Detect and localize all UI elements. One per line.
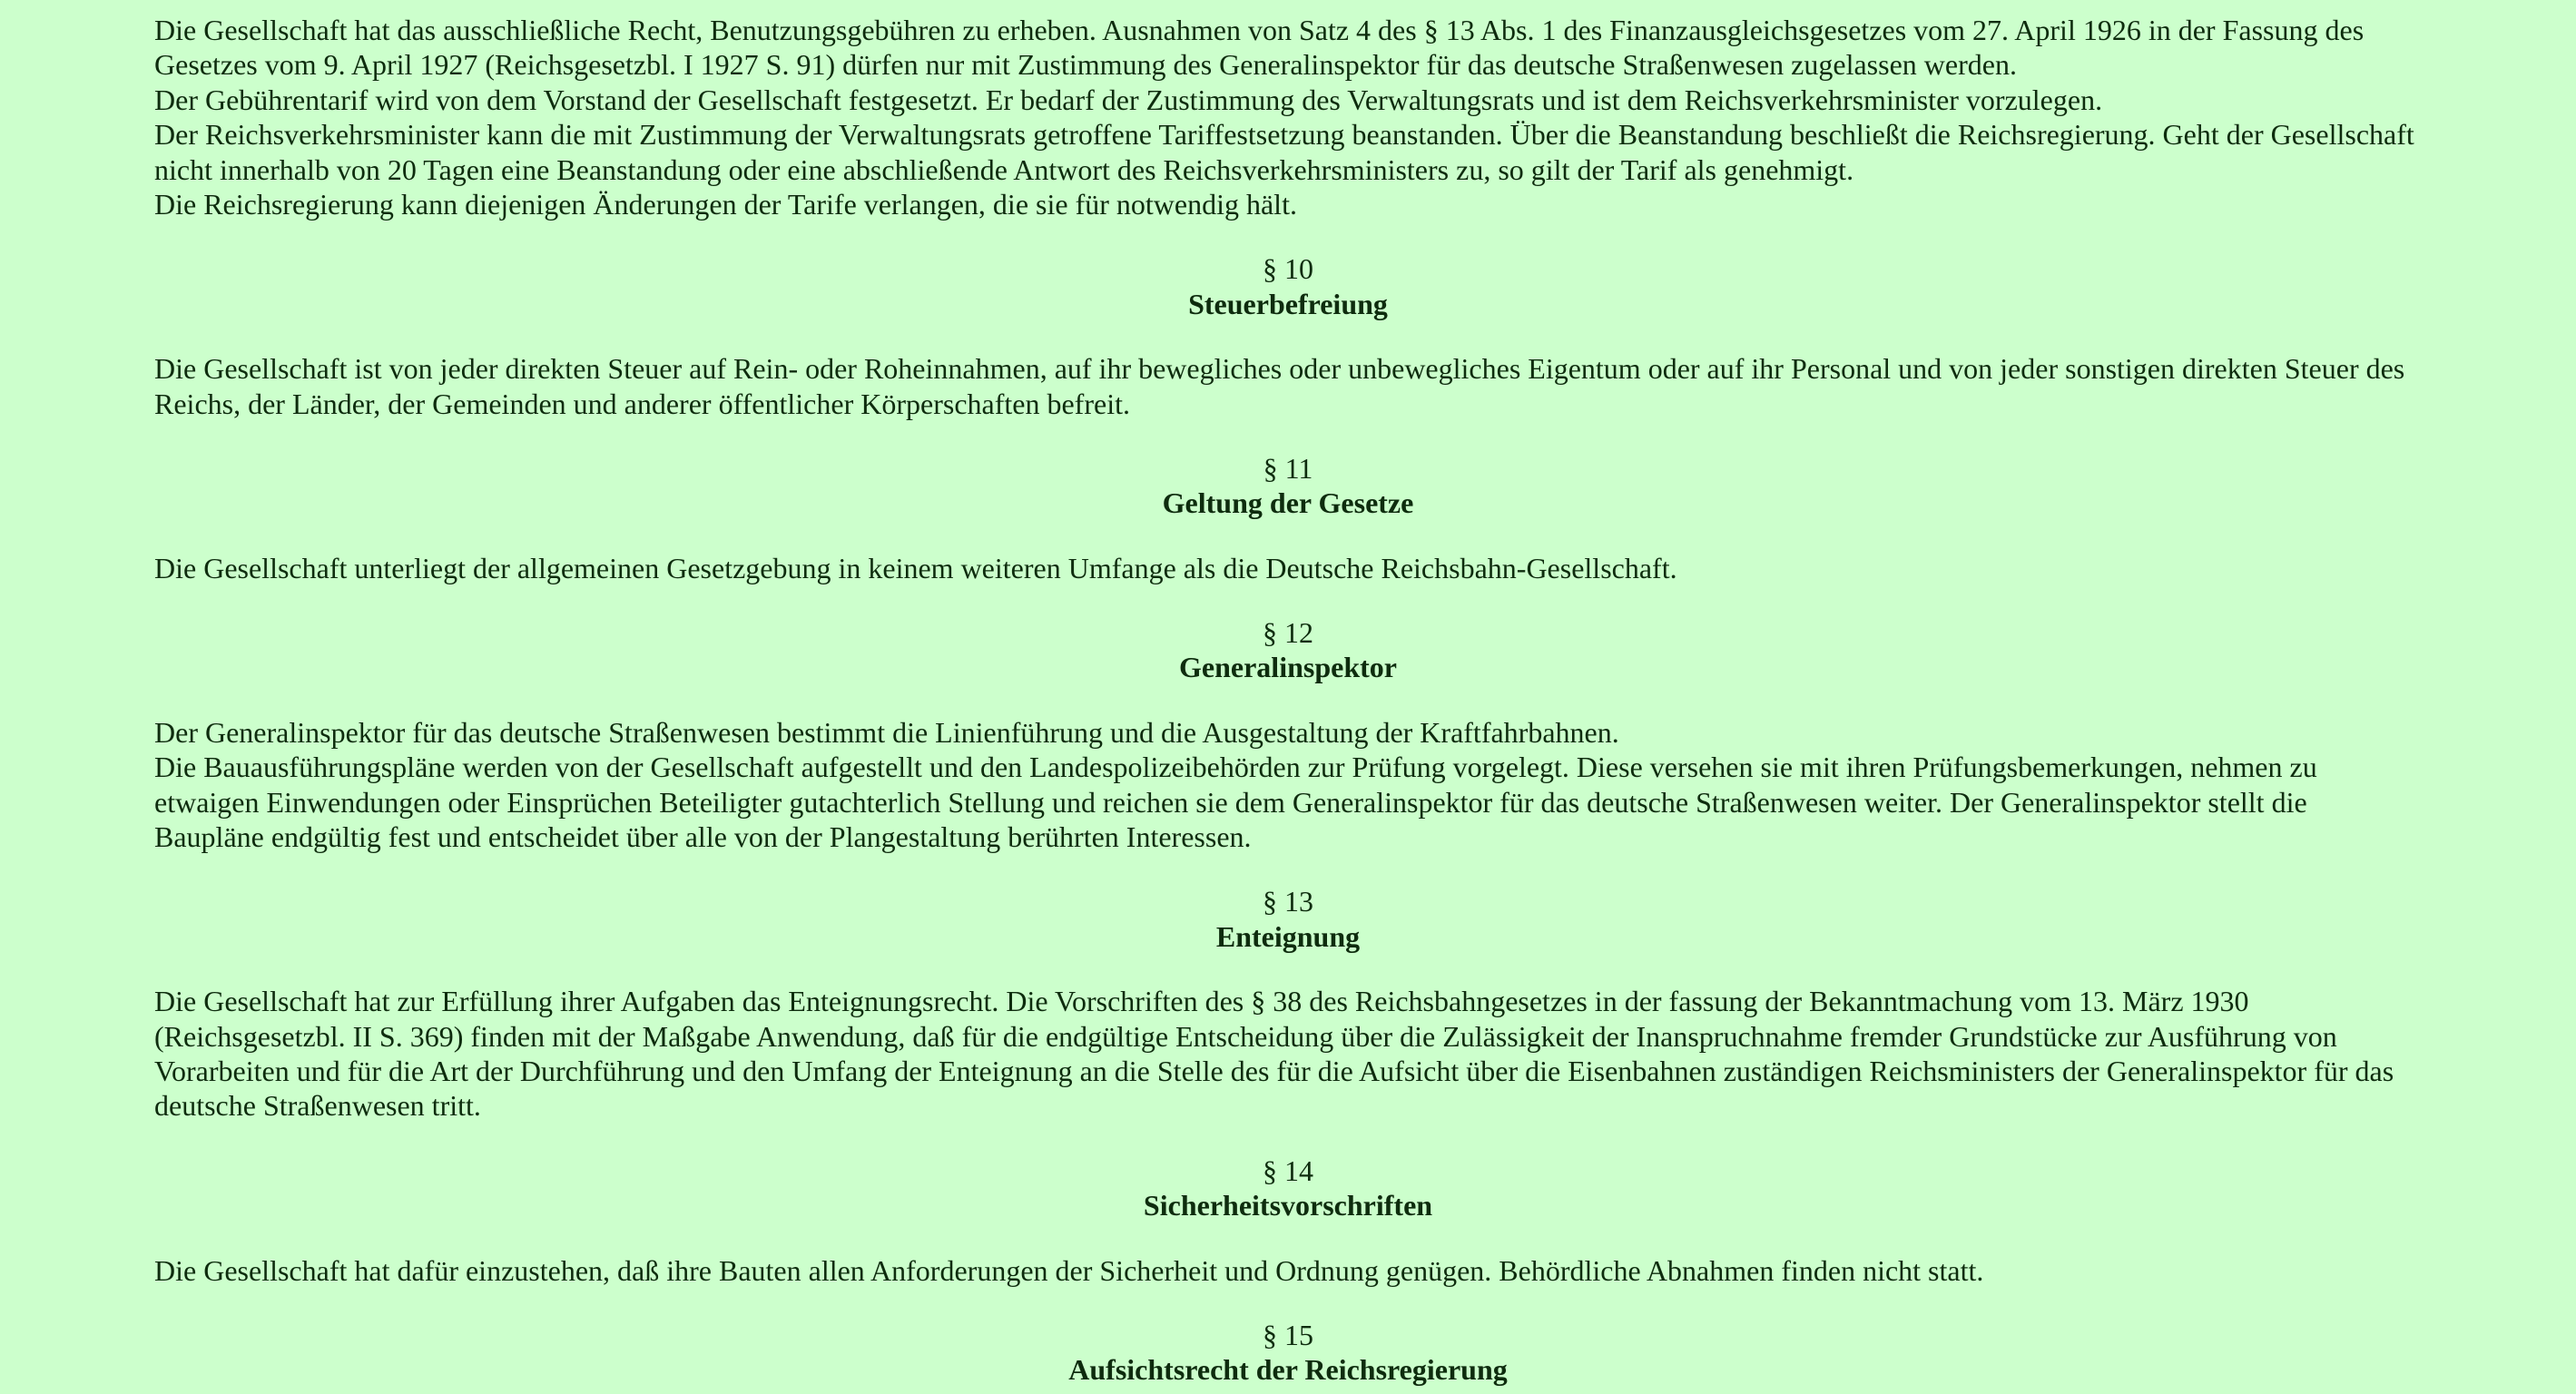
section-body (154, 1253, 2422, 1288)
section-title: Aufsichtsrecht der Reichsregierung (1068, 1353, 1508, 1387)
section-title: Generalinspektor (1179, 651, 1397, 684)
paragraph: Der Gebührentarif wird von dem Vorstand der Gesellschaft festgesetzt. Er bedarf der Zustimmung des Verwaltungsrats und ist dem Reichsverkehrsminister vorzulegen. (154, 83, 2103, 116)
paragraph: Die Gesellschaft hat das ausschließliche Recht, Benutzungsgebühren zu erheben. Ausnahmen von Satz 4 des § 13 Abs. 1 des Finanzausgleichsgesetzes vom 27. April 1926 in der Fassung des Gesetzes vom 9. April 1927 (Reichsgesetzbl. I 1927 S. 91) dürfen nur mit Zustimmung des Generalinspektor für das deutsche Straßenwesen zugelassen werden. (154, 14, 2365, 82)
section-heading (154, 251, 2422, 321)
section-number: § 15 (1263, 1318, 1313, 1351)
section-title: Sicherheitsvorschriften (1143, 1189, 1433, 1222)
section-number: § 10 (1263, 252, 1313, 286)
section-body (154, 551, 2422, 585)
paragraph: Die Bauausführungspläne werden von der Gesellschaft aufgestellt und den Landespolizeibehörden zur Prüfung vorgelegt. Diese versehen sie mit ihren Prüfungsbemerkungen, nehmen zu etwaigen Einwendungen oder Einsprüchen Beteiligter gutachterlich Stellung und reichen sie dem Generalinspektor für das deutsche Straßenwesen weiter. Der Generalinspektor stellt die Baupläne endgültig fest und entscheidet über alle von der Plangestaltung berührten Interessen. (154, 751, 2317, 854)
section-body (154, 984, 2422, 1124)
section-heading (154, 1318, 2422, 1388)
section (154, 884, 2422, 1123)
paragraph: Der Reichsverkehrsminister kann die mit Zustimmung der Verwaltungsrats getroffene Tariffestsetzung beanstanden. Über die Beanstandung beschließt die Reichsregierung. Geht der Gesellschaft nicht innerhalb von 20 Tagen eine Beanstandung oder eine abschließende Antwort des Reichsverkehrsministers zu, so gilt der Tarif als genehmigt. (154, 118, 2414, 186)
paragraph: Die Gesellschaft ist von jeder direkten Steuer auf Rein- oder Roheinnahmen, auf ihr bewegliches oder unbewegliches Eigentum oder auf ihr Personal und von jeder sonstigen direkten Steuer des Reichs, der Länder, der Gemeinden und anderer öffentlicher Körperschaften befreit. (154, 352, 2405, 420)
section-heading (154, 1153, 2422, 1223)
section (154, 451, 2422, 585)
section-heading (154, 884, 2422, 954)
section-title: Geltung der Gesetze (1162, 486, 1414, 520)
intro-block (154, 13, 2422, 221)
section-number: § 13 (1263, 885, 1313, 918)
section (154, 251, 2422, 421)
section-number: § 12 (1263, 616, 1313, 650)
paragraph: Die Gesellschaft hat dafür einzustehen, daß ihre Bauten allen Anforderungen der Sicherheit und Ordnung genügen. Behördliche Abnahmen finden nicht statt. (154, 1253, 1984, 1287)
paragraph: Die Reichsregierung kann diejenigen Änderungen der Tarife verlangen, die sie für notwendig hält. (154, 187, 1297, 221)
section (154, 1153, 2422, 1288)
paragraph: Der Generalinspektor für das deutsche Straßenwesen bestimmt die Linienführung und die Ausgestaltung der Kraftfahrbahnen. (154, 715, 1619, 749)
section-heading (154, 451, 2422, 521)
section-body (154, 351, 2422, 421)
paragraph: Die Gesellschaft hat zur Erfüllung ihrer Aufgaben das Enteignungsrecht. Die Vorschriften des § 38 des Reichsbahngesetzes in der fassung der Bekanntmachung vom 13. März 1930 (Reichsgesetzbl. II S. 369) finden mit der Maßgabe Anwendung, daß für die endgültige Entscheidung über die Zulässigkeit der Inanspruchnahme fremder Grundstücke zur Ausführung von Vorarbeiten und für die Art der Durchführung und den Umfang der Enteignung an die Stelle des für die Aufsicht über die Eisenbahnen zuständigen Reichsministers der Generalinspektor für das deutsche Straßenwesen tritt. (154, 985, 2394, 1123)
section-heading (154, 615, 2422, 685)
section-number: § 14 (1263, 1153, 1313, 1187)
paragraph: Die Gesellschaft unterliegt der allgemeinen Gesetzgebung in keinem weiteren Umfange als die Deutsche Reichsbahn-Gesellschaft. (154, 551, 1677, 584)
section (154, 1318, 2422, 1388)
section-number: § 11 (1263, 451, 1313, 485)
section-title: Enteignung (1215, 919, 1361, 953)
section (154, 615, 2422, 854)
section-title: Steuerbefreiung (1188, 287, 1388, 320)
section-body (154, 715, 2422, 855)
